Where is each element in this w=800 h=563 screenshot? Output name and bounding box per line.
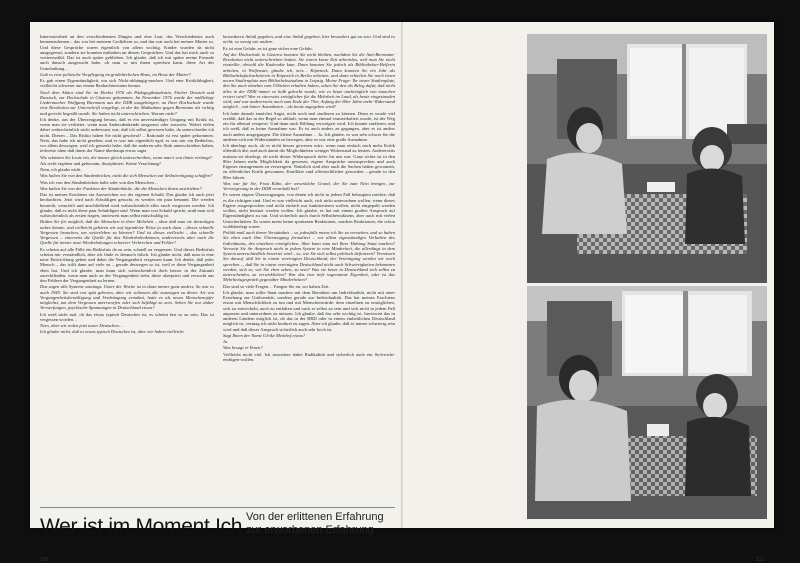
paragraph: Es gab einen Eigenständigkeit, ein sich Nicht-abhängig-machen. Und eine Kritikfähigkeit, vielleicht schwerer aus einem Beobachterstatus heraus. — [40, 78, 214, 89]
paragraph: Das sind so viele Fragen… Fangen Sie an, wo haben Zeit. — [223, 283, 330, 289]
paragraph: Auf der Hochschule in Güstrow konnten Sie nicht bleiben, nachdem Sie die Anti-Biermann-Resolution nicht unterschrieben hatten. Sie waren kurze Zeit arbeitslos, weil man Sie nicht einstellte, obwohl die Kaderakte kam. Dann konnten Sie jedoch als Bibliothekar-Helferin arbeiten, in Wolfenstet, glaube ich, neis… Köpenick. Dann konnten Sie ein Jahr als Bibliotheksfacharbeiterin in Köpenick in Berlin arbeiten, und dann erhielten Sie noch einen neuen Studienplatz zum Bibliotheksstudium in Leipzig. Meine Frage: Ihr neuer Studienplatz, den Sie auch ohnehin vom Ülbichen erhalten haben, sehen Sie den als Beleg dafür, daß nicht alles in der DDR immer so halb gekocht wurde, wie es heute nachträglich von manchen ersiert wird? War es einerseits erträglicher für die Mehrheit im Land, als heute eingestanden wird, und war andererseits auch zum Ende der 70er, Anfang der 80er Jahre mehr Widerstand möglich – mit hinter Ausnahmen – als heute zugegeben wird? — [223, 51, 395, 110]
text-column-1 — [40, 34, 214, 496]
paragraph: Wie schätzen Sie Leute ein, die immer gleich unterschreiben, wenn man's von ihnen verlangt? — [40, 154, 213, 160]
paragraph: besonderen Anlaß gegeben, und eine Anlaß gegeben, hier besonders gut zu sein. Und sind es nicht; so wenig wie andere. — [223, 34, 395, 45]
photo-bottom-image — [527, 286, 767, 519]
paragraph: Nein, aber wir reden jetzt unser Deutschen… — [40, 323, 123, 328]
paragraph: Ich hatte damals zunächst Angst, nicht noch mal studieren zu können. Denn es wurde viel erzählt, daß das in der Regel so abläuft, wenn man einmal exmatrikuliert wurde, ist der Weg ein für allemal versperrt. Und dann auch Bildung verweigert wird. Ich konnte studieren, und ich weiß, daß es keine Ausnahme war. Es ist auch anders zu gegangen, aber es ist anders auch anders ausgegangen. Die kleine Ausnahme… Ja. Ich glaube, es war sehr schwer für die anderen sich mit Widerständen zu bewegen, aber es war eine große Ausnahme. — [223, 110, 395, 142]
article-title: Wer ist im Moment Ich — [40, 515, 243, 538]
paragraph: Ich denke, aus der Überzeugung heraus, daß es ein unverständiger Umgang mit Kritik ist, wenn man sie verbietet, wenn man Andersdenkende ausgrenzt oder ausweist. Wobei vielen dabei wahrscheinlich nicht unbewusst war, daß ich selbst gewesen habe, da unterschreibe ich nicht. Diesen – Das Risiko haben Sie nicht gescheut? – Rationale ist erst später gekommen. Nein, das habe ich nicht gesehen, und es war mir eigentlich egal, es war mir ein Bedürfnis, vor allem deswegen, weil ich gemerkt habe, daß die anderen sehr flink unterschrieben haben, teilweise ohne daß ihnen der Name überhaupt etwas sagte. — [40, 116, 214, 154]
paragraph: Politik muß auch ihrem Verständnis – so jedenfalls meine ich Sie zu verstehen, und so haben Sie eben auch Ihre Überzeugung formuliert – vor allem eigenständiges Verhalten des Individuums, des einzelnen ermöglichen. Aber kann man mit Ihrer Haltung Staat machen? Verweist Sie ihr Anspruch nicht in jedem System in eine Minderheit, die allerdings in dem System unterschiedlich bewertet wird – so, wie Sie sich selbst politisch definieren? Vermissen Sie darauf, daß Sie in einem vereinigten Deutschland, der Vereinigung werden wir noch sprechen –, daß Sie in einem vereinigten Deutschland nicht auch Schwierigkeiten bekommen werden, sich so, wie Sie eben sehen, zu sein? Was sie heute in Deutschland sich selbst zu unterscheiden, zu verwirklichen? War das eine tiefe sogenannte Eigenheit, oder ist das Mehrheitsgespräch gegenüber Minderheiten? — [223, 230, 395, 283]
folio-right: 201 — [755, 557, 764, 563]
paragraph: Ich überlege auch, ob es nicht besser gewesen wäre, wenn man einfach nach mehr Kritik öffentlich übt, und auch damit die Möglichkeiten weniger Widerstand zu leisten. Andererseits müssen sie überlegt, ob nicht dieser Widerspruch tiefer für uns war. Ganz sicher ist in den 80er Jahren mehr Möglichkeit da gewesen, eigene Ansprüche auszusprechen und auch Eigenes einzugrenzen zu verweigern. Natürlich sind aber auch die Sachen hätten gewonnen, zu öffentlicher Kritik gewonnen, Konflikte sind offensichtlicher geworden – gerade in den 80er Jahren. — [223, 143, 395, 180]
photo-bottom — [527, 286, 767, 519]
paragraph: Es waren eigene Überzeugungen, von denen ich nicht in jedem Fall behaupten möchte, daß es die richtigen sind. Und es war vielleicht auch, sich nicht unterordnen wollen, wenn dieses Eigene ausgesprochen und nicht einfach nur funktionieren wollen, nicht eingepaßt werden wollen, nicht benutzt werden wollen. Ich glaube, es hat mit einem großen Anspruch auf Eigenständigkeit zu tun. Und sicherlich auch durch Selbstbewußtsein, aber auch mit vielen Unsicherheiten. Es waren meist keine spontanen Reaktionen, sondern Reaktionen, die schon wohlüberlegt waren. — [223, 192, 395, 229]
paragraph: Das sagen alle Systeme sonntags. Unter der Woche ist es dann immer ganz anders. So war es auch 1945. Sie sind erst spät geboren, aber wir schienen alle sozusagen zu dieser Art von Vergangenheitsbewältigung und Verdrängung ermahnt, hatte es als neues Menschenopfer möglichst, um dem Vergessen unterworfen oder sich befähigt zu sein. Sehen Sie nur daher Verwerfungen, psychische Spannungen in Deutschland etwas? — [40, 284, 214, 311]
title-rule — [40, 507, 395, 508]
paragraph: Interessiertheit an den verschiedensten Dingen und eine Lust, das Verschiedenste auch kennenzulernen – das war bei meinem Großeltern so, und das war auch bei meiner Mutter so. Und diese Gespräche waren eigentlich von allem wichtig. Kinder wurden da nicht ausgegrenzt, sondern sie konnten mithalten an diesen Gesprächen. Und das hat mich auch so weitererzählt. Das ist auch später geblieben. Ich glaube, daß ich mit später meine Freunde auch danach ausgesucht habe, ob man so mit ihnen sprechen kann, diese Art der Unterhaltung… — [40, 34, 214, 71]
paragraph: Noch dem Abitur sind Sie im Herbst 1976 als Pädagogikstudentin, Fächer Deutsch und Russisch, zur Hochschule in Güstrow gekommen. Im November 1976 wurde der mißliebige Liedermacher Wolfgang Biermann aus der DDR ausgebürgert, an Ihrer Hochschule wurde eine Resolution zur Unterschrift vorgelegt, in der die Maßnahme gegen Biermann als richtig und gerecht begrüßt wurde. Sie haben nicht unterschrieben. Warum nicht? — [40, 89, 214, 116]
paragraph: Halten Sie für möglich, daß die Menschen in ihrer Mehrheit – ohne daß man sie derzeitigen nahes könnte, und vielleicht gehören wir auf irgendeine Weise ja auch dazu – dieses schnelle Vergessen brauchen, um weiterleben zu können? Und ist dieses vielleicht – das schnelle Vergessen – einerseits die Quelle für das Wiederholenkönnen, andererseits aber auch die Quelle für immer neue Wiederholungen schwerer Verbrechen und Fehler? — [40, 219, 214, 246]
text-column-2 — [223, 34, 395, 496]
paragraph: Vielleicht nicht viel. Ich assoziiere dabei Radikalität und sicherlich auch ein Sich-nicht-einfügen-wollen. — [223, 351, 395, 362]
paragraph: Was besagt er Ihnen? — [223, 345, 263, 351]
paragraph: Als recht ergeben und gehorsam, diszipliniert. Keine Verachtung? — [40, 160, 161, 166]
paragraph: Es ist eine Gefahr, es ist ganz sicher eine Gefahr. — [223, 45, 313, 51]
paragraph: Was ich von den Sündenböcken halte oder von den Menschen… — [40, 179, 159, 185]
magazine-spread — [30, 22, 774, 563]
paragraph: Gab es eine politische Verpflegung im großelterlichen Haus, im Haus der Mutter? — [40, 71, 191, 77]
paragraph: Das ist meines Erachtens ein Ausweichen vor der eigenen Schuld. Das glaube ich auch jetzt beobachten. Jetzt wird nach Schuldigen gesucht, es werden ein paar benannt. Die werden beurteilt, verurteilt und anschließend wird wahrscheinlich alles rasch vergessen werden. Ich glaube, daß es nicht diese paar Schuldigen sind. Wenn man von Schuld spricht, muß man sich wahrscheinlich als ersten fragen, inwieweit man selbst mitschuldig ist. — [40, 192, 214, 218]
photo-top — [527, 34, 767, 283]
paragraph: Ich glaube nicht, daß es etwas typisch Deutsches ist, aber wir haben vielleicht — [40, 329, 184, 335]
paragraph: Ich weiß nicht mal, ob das etwas typisch Deutsches ist, es scheint fast so zu sein. Das ist vergessen worden… — [40, 311, 214, 322]
paragraph: Was halten Sie von den Sündenböcken, nicht die sich Menschen zur Selbstreinigung schaffen? — [40, 173, 213, 179]
page-gutter — [401, 22, 403, 528]
paragraph: Es scheint auf alle Fälle ein Bedürfnis da zu sein, schnell zu vergessen. Und dieses Bedürfnis scheint mir verständlich, aber ich finde es dennoch falsch. Ich glaube nicht, daß man in eine neue Entwicklung gehen und dabei die Vergangenheit vergessen kann. Ich denke, daß jeder Mensch – das trifft dann auf viele zu – gerade deswegen so ist, weil er diese Vergangenheit eben hat. Und ich glaube, man kann sich wahrscheinlich doch besser in der Zukunft zurechtfinden, wenn man auch zu der Vergangenheit steht, diese akzeptiert und versucht aus den Fehlern der Vergangenheit zu lernen. — [40, 246, 214, 283]
photo-top-image — [527, 34, 767, 283]
folio-left: 200 — [40, 557, 49, 563]
article-subtitle: Von der erlittenen Erfahrung zur erworbenen Erfahrung — [246, 511, 384, 536]
paragraph: Was halten Sie von der Funktion der Sündenböcke, die die Menschen ihnen zuschieben? — [40, 185, 202, 191]
paragraph: Ja. — [223, 339, 228, 344]
paragraph: Nein, ich glaube nicht. — [40, 167, 82, 172]
paragraph: Sagt Ihnen der Name Ulrike Meinhof etwas? — [223, 332, 306, 338]
paragraph: Was war für Sie, Frau Kühn, der wesentliche Grund, der Sie zum Nein bringen, zur Verweigerung in der DDR veranlaßt hat? — [223, 180, 395, 191]
paragraph: Ich glaube, man sollte Staat machen mit dem Bemühen um Individualität, nicht mit einer Erziehung zur Uniformität, sondern gerade zur Individualität. Das hat meines Erachtens etwas mit Menschlichkeit zu tun und mit Menschenwürde: dem einzelnen zu ermöglichen, sich zu entwickeln, auch zu entfalten und auch er selbst zu sein und sich nicht in jedem Fall anpassen und unterordnen zu müssen. Ich glaube, daß das sehr wichtig ist. Inwieweit das in anderen Ländern möglich ist, ob das in der BRD oder in einem einheitlichen Deutschland möglich ist, vermag ich nicht konkret zu sagen. Aber ich glaube, daß es immer schwierig sein wird und daß dieser Anspruch sicherlich auch sehr hoch ist. — [223, 289, 395, 332]
